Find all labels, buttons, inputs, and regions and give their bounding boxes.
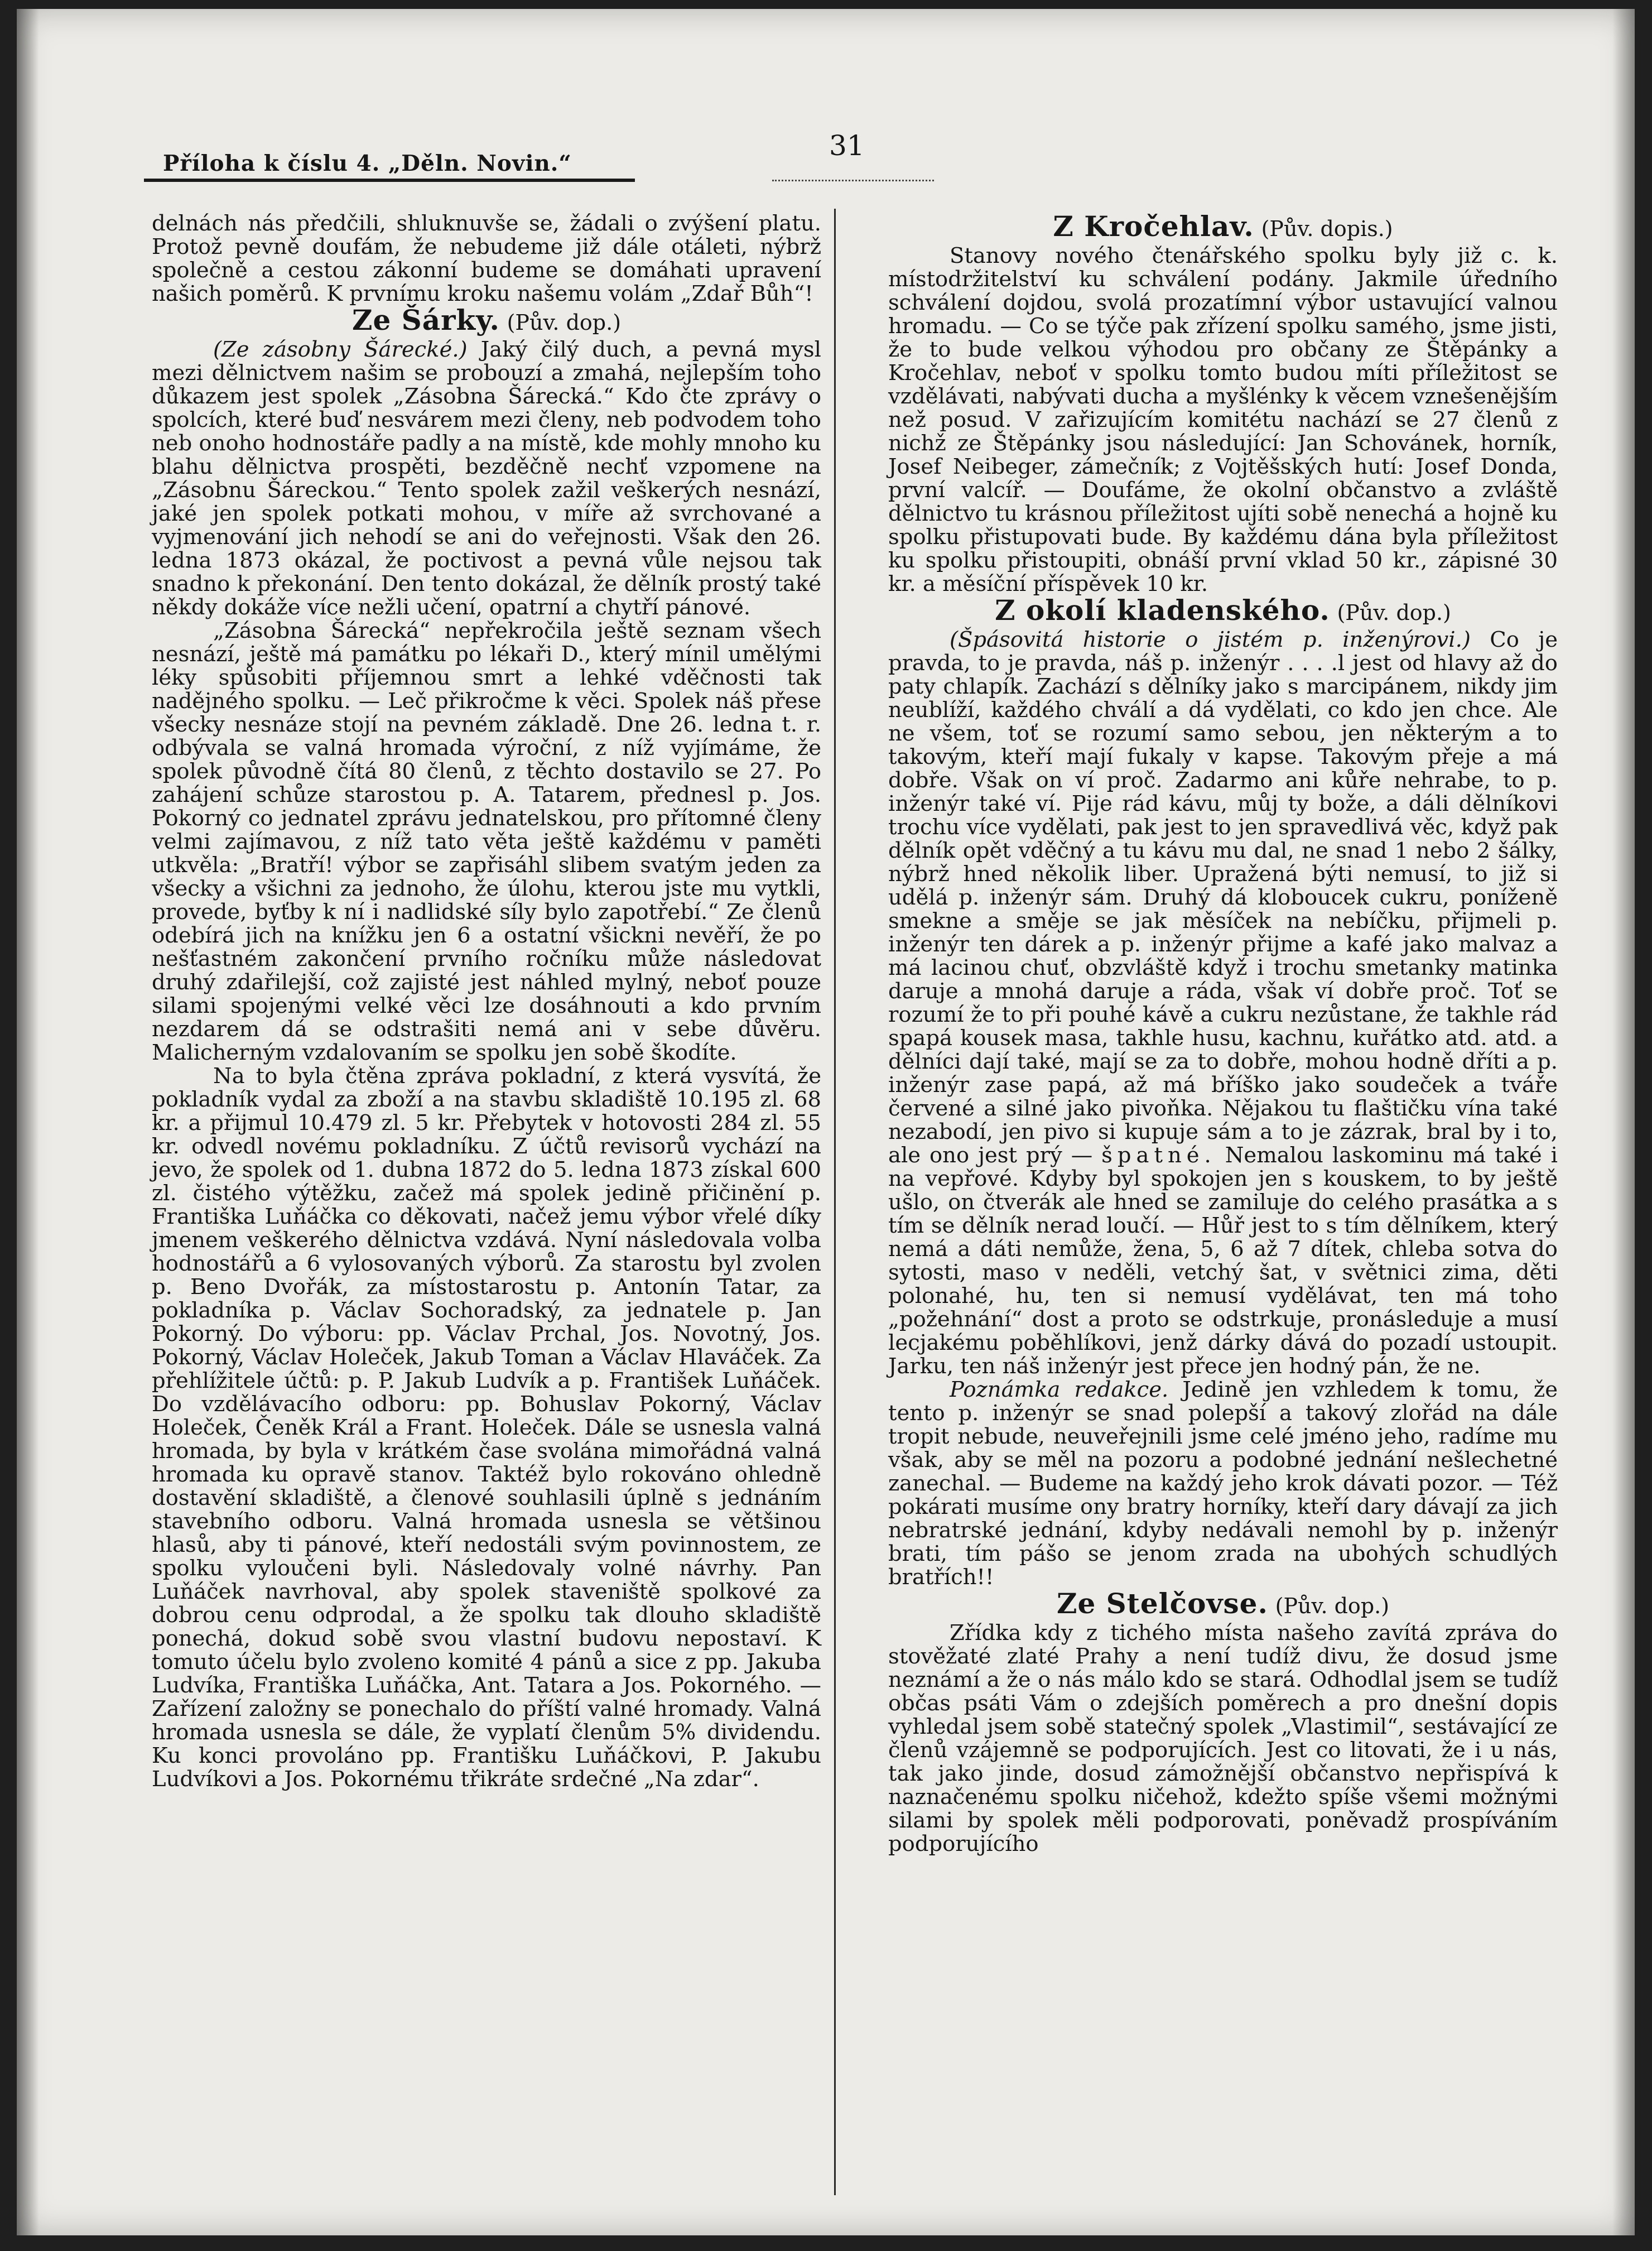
header-rule — [144, 179, 635, 182]
right-column — [888, 212, 1558, 1856]
section-source: (Pův. dop.) — [1275, 1594, 1390, 1618]
paragraph-text: Co je pravda, to je pravda, náš p. inženýr . . . .l jest od hlavy až do paty chlapík. Zachází s dělníky jako s marcipánem, nikdy jim neublíží, každého chválí a dá vydělati, co kdo jen chce. Ale ne všem, toť se rozumí samo sebou, jen některým a to takovým, kteří mají fukaly v kapse. Takovým přeje a má dobře. Však on ví proč. Zadarmo ani kůře nehrabe, to p. inženýr také ví. Pije rád kávu, můj ty bože, a dáli dělníkovi trochu více vydělati, pak jest to jen spravedlivá věc, když pak dělník opět vděčný a tu kávu mu dal, ne snad 1 nebo 2 šálky, nýbrž hned několik liber. Upražená býti nemusí, to již si udělá p. inženýr sám. Druhý dá kloboucek cukru, poníženě smekne a směje se jak měsíček na nebíčku, přijmeli p. inženýr ten dárek a p. inženýr přijme a kafé jako malvaz a má lacinou chuť, obzvláště když i trochu smetanky matinka daruje a mnohá daruje a ráda, však ví dobře proč. Toť se rozumí že to při pouhé kávě a cukru nezůstane, že takhle rád spapá kousek masa, takhle husu, kachnu, kuřátko atd. atd. a dělníci dají také, mají se za to dobře, mohou hodně dříti a p. inženýr zase papá, až má bříško jako soudeček a tváře červené a silné jako pivoňka. Nějakou tu flaštičku vína také nezabodí, jen pivo si kupuje sám a to je zázrak, bral by i to, ale ono jest prý — — [888, 627, 1558, 1168]
article-paragraph: Stanovy nového čtenářského spolku byly již c. k. místodržitelství ku schválení podány. Jakmile úředního schválení dojdou, svolá prozatímní výbor ustavující valnou hromadu. — Co se týče pak zřízení spolku samého, jsme jisti, že to bude velkou výhodou pro občany ze Štěpánky a Kročehlav, neboť v spolku tomto budou míti příležitost se vzdělávati, nabývati ducha a myšlénky k věcem vznešenějším než posud. V zařizujícím komitétu nachází se 27 členů z nichž ze Štěpánky jsou následující: Jan Schovánek, horník, Josef Neibeger, zámečník; z Vojtěšských hutí: Josef Donda, první valcíř. — Doufáme, že okolní občanstvo a zvláště dělnictvo tu krásnou příležitost ujíti sobě nenechá a hojně ku spolku přistupovati bude. By každému dána byla příležitost ku spolku přistoupiti, obnáší první vklad 50 kr., zápisné 30 kr. a měsíční příspěvek 10 kr. — [888, 243, 1558, 597]
spaced-word: špatné. — [1101, 1143, 1216, 1168]
scan-shadow-right — [1612, 9, 1635, 2235]
section-heading-krocehlav — [888, 210, 1558, 243]
article-paragraph — [888, 628, 1558, 1378]
column-divider — [834, 209, 836, 2195]
section-title: Ze Šárky. — [351, 304, 500, 336]
page-number: 31 — [829, 129, 865, 162]
section-heading-kladno — [888, 594, 1558, 627]
section-source: (Pův. dop.) — [1337, 600, 1451, 625]
supplement-header: Příloha k číslu 4. „Děln. Novin.“ — [163, 151, 572, 176]
article-paragraph: „Zásobna Šárecká“ nepřekročila ještě seznam všech nesnází, ještě má památku po lékaři D., který mínil umělými léky spůsobiti příjemnou smrt a lehké vděčnosti tak nadějného spolku. — Leč přikročme k věci. Spolek náš přese všecky nesnáze stojí na pevném základě. Dne 26. ledna t. r. odbývala se valná hromada výroční, z níž vyjímáme, že spolek původně čítá 80 členů, z těchto dostavilo se 27. Po zahájení schůze starostou p. A. Tatarem, přednesl p. Jos. Pokorný co jednatel zprávu jednatelskou, pro přítomné členy velmi zajímavou, z níž tato věta ještě každému v paměti utkvěla: „Bratří! výbor se zapřisáhl slibem svatým jeden za všecky a všichni za jednoho, že úlohu, kterou jste mu vytkli, provede, byťby k ní i nadlidské síly bylo zapotřebí.“ Ze členů odebírá jich na knížku jen 6 a ostatní všickni nevěří, že po nešťastném zakončení prvního ročníku může následovat druhý zdařilejší, což zajisté jest náhled mylný, neboť pouze silami spojenými velké věci lze dosáhnouti a kdo prvním nezdarem dá se odstrašiti nemá ani v sebe důvěru. Malicherným vzdalovaním se spolku jen sobě škodíte. — [152, 618, 821, 1065]
section-title: Ze Stelčovse. — [1056, 1587, 1268, 1620]
section-heading-stelcovse — [888, 1587, 1558, 1620]
article-paragraph: delnách nás předčili, shluknuvše se, žádali o zvýšení platu. Protož pevně doufám, že nebudeme již dále otáleti, nýbrž společně a cestou zákonní budeme se domáhati upravení našich poměrů. K prvnímu kroku našemu volám „Zdař Bůh“! — [152, 211, 821, 306]
editor-note — [888, 1378, 1558, 1589]
section-source: (Pův. dop.) — [507, 310, 622, 335]
paragraph-text: Nemalou laskominu má také i na vepřové. Kdyby byl spokojen jen s kouskem, to by ještě ušlo, on čtverák ale hned se zamiluje do celého prasátka a s tím se dělník nerad loučí. — Hůř jest to s tím dělníkem, který nemá a dáti nemůže, žena, 5, 6 až 7 dítek, chleba sotva do sytosti, maso v neděli, vetchý šat, v světnici zima, děti polonahé, hu, ten si nemusí vydělávat, ten má toho „požehnání“ dost a proto se odstrkuje, pronásleduje a musí lecjakému poběhlíkovi, jenž dárky dává do pozadí ustoupit. Jarku, ten náš inženýr jest přece jen hodný pán, že ne. — [888, 1143, 1558, 1379]
italic-lead: Poznámka redakce. — [950, 1377, 1169, 1402]
article-paragraph — [152, 338, 821, 619]
paragraph-text: Jaký čilý duch, a pevná mysl mezi dělnictvem našim se probouzí a zmahá, nejlepším toho důkazem jest spolek „Zásobna Šárecká.“ Kdo čte zprávy o spolcích, které buď nesvárem mezi členy, neb podvodem toho neb onoho hodnostáře padly a na místě, kde mohly mnoho ku blahu dělnictva prospěti, bezděčně nechť vzpomene na „Zásobnu Šáreckou.“ Tento spolek zažil veškerých nesnází, jaké jen spolek potkati mohou, v míře až svrchované a vyjmenování jich nehodí se ani do veřejnosti. Však den 26. ledna 1873 okázal, že poctivost a pevná vůle nejsou tak snadno k překonání. Den tento dokázal, že dělník prostý také někdy dokáže více nežli učení, opatrní a chytří pánové. — [152, 337, 821, 620]
article-paragraph: Zřídka kdy z tichého místa našeho zavítá zpráva do stověžaté zlaté Prahy a není tudíž divu, že dosud jsme neznámí a že o nás málo kdo se stará. Odhodlal jsem se tudíž občas psáti Vám o zdejších poměrech a pro dnešní dopis vyhledal jsem sobě statečný spolek „Vlastimil“, sestávající ze členů vzájemně se podporujících. Jest co litovati, že i u nás, tak jako jinde, dosud zámožnější občanstvo nepřispívá k naznačenému spolku ničehož, kdežto spíše všemi možnými silami by spolek měli podporovati, poněvadž prospíváním podporujícího — [888, 1620, 1558, 1856]
paragraph-text: Jedině jen vzhledem k tomu, že tento p. inženýr se snad polepší a takový zlořád na dále tropit nebude, neuveřejnili jsme celé jméno jeho, radíme mu však, aby se měl na pozoru a podobné jednání nešlechetné zanechal. — Budeme na každý jeho krok dávati pozor. — Též pokárati musíme ony bratry horníky, kteří dary dávají za jich nebratrské jednání, kdyby nedávali nemohl by p. inženýr brati, tím pášo se jenom zrada na ubohých schudlých bratřích!! — [888, 1377, 1558, 1590]
italic-lead: (Špásovitá historie o jistém p. inženýrovi.) — [950, 627, 1471, 652]
italic-lead: (Ze zásobny Šárecké.) — [213, 337, 468, 362]
section-source: (Pův. dopis.) — [1261, 217, 1393, 241]
section-heading-sarka — [152, 304, 821, 336]
left-column — [152, 212, 821, 1791]
section-title: Z okolí kladenského. — [995, 594, 1330, 627]
scan-shadow-left — [17, 9, 39, 2235]
article-paragraph: Na to byla čtěna zpráva pokladní, z která vysvítá, že pokladník vydal za zboží a na stavbu skladiště 10.195 zl. 68 kr. a přijmul 10.479 zl. 5 kr. Přebytek v hotovosti 284 zl. 55 kr. odvedl novému pokladníku. Z účtů revisorů vychází na jevo, že spolek od 1. dubna 1872 do 5. ledna 1873 získal 600 zl. čistého výtěžku, začež má spolek jedině přičinění p. Františka Luňáčka co děkovati, načež jemu výbor vřelé díky jmenem veškerého dělnictva vzdává. Nyní následovala volba hodnostářů a 6 vylosovaných výborů. Za starostu byl zvolen p. Beno Dvořák, za místostarostu p. Antonín Tatar, za pokladníka p. Václav Sochoradský, za jednatele p. Jan Pokorný. Do výboru: pp. Václav Prchal, Jos. Novotný, Jos. Pokorný, Václav Holeček, Jakub Toman a Václav Hlaváček. Za přehlížitele účtů: p. P. Jakub Ludvík a p. František Luňáček. Do vzdělávacího odboru: pp. Bohuslav Pokorný, Václav Holeček, Čeněk Král a Frant. Holeček. Dále se usnesla valná hromada, by byla v krátkém čase svolána mimořádná valná hromada ku opravě stanov. Taktéž bylo rokováno ohledně dostavění skladiště, a členové souhlasili úplně s jednáním stavebního odboru. Valná hromada usnesla se většinou hlasů, aby ti pánové, kteří nedostáli svým povinnostem, ze spolku vyloučeni byli. Následovaly volné návrhy. Pan Luňáček navrhoval, aby spolek staveniště spolkové za dobrou cenu odprodal, a že spolku tak dlouho skladiště ponechá, dokud sobě svou vlastní budovu nepostaví. K tomuto účelu bylo zvoleno komité 4 pánů a sice z pp. Jakuba Ludvíka, Františka Luňáčka, Ant. Tatara a Jos. Pokorného. — Zařízení založny se ponechalo do příští valné hromady. Valná hromada usnesla se dále, že vyplatí členům 5% dividendu. Ku konci provoláno pp. Františku Luňáčkovi, P. Jakubu Ludvíkovi a Jos. Pokornému třikráte srdečné „Na zdar“. — [152, 1064, 821, 1792]
page-number-rule — [772, 180, 934, 181]
section-title: Z Kročehlav. — [1053, 210, 1254, 243]
